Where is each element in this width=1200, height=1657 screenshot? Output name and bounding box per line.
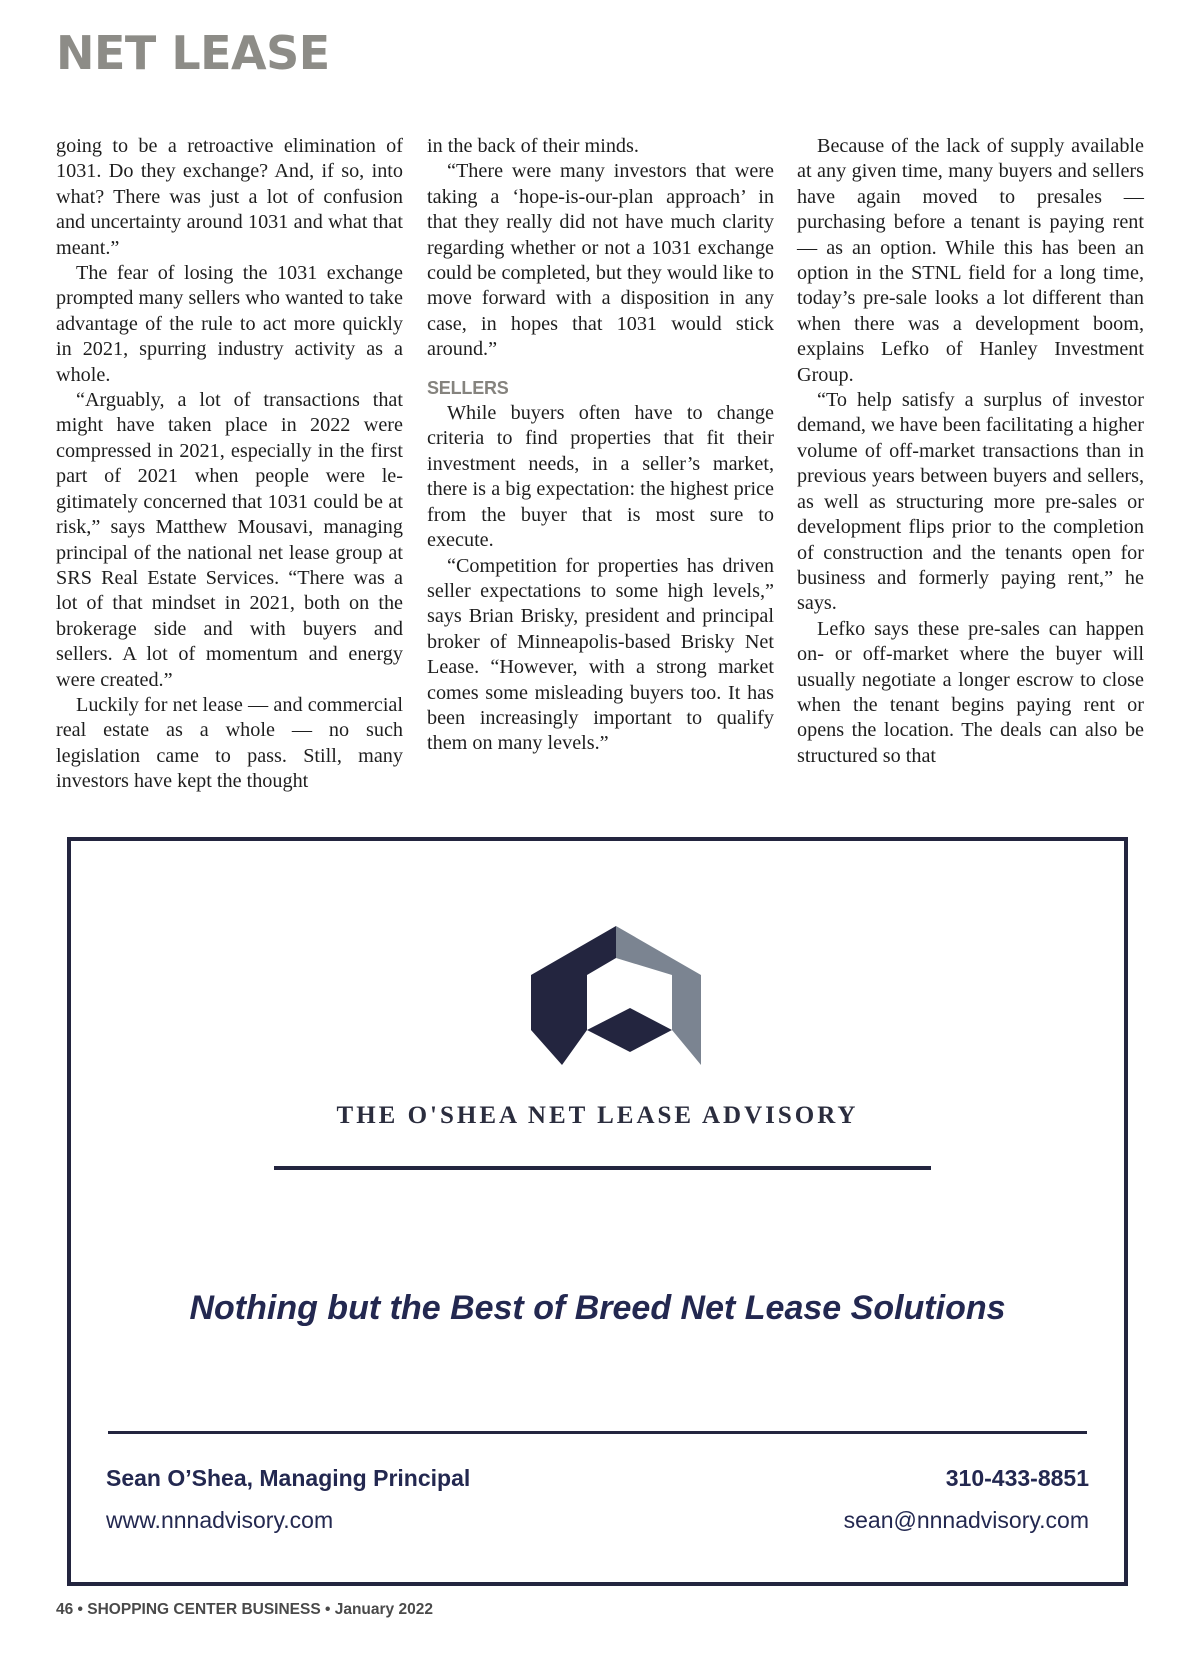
- paragraph: Lefko says these pre-sales can happen on- or off-market where the buyer will usually negotiate a longer escrow to close when the tenant begins paying rent or opens the location. The deals can also be structured so that: [797, 617, 1144, 767]
- paragraph: going to be a retroactive elimination of 1031. Do they exchange? And, if so, into what? There was just a lot of confusion and uncertainty around 1031 and what that meant.”: [56, 135, 403, 259]
- divider: [274, 1166, 931, 1170]
- paragraph: “There were many investors that were taking a ‘hope-is-our-plan approach’ in that they really did not have much clarity regarding whether or not a 1031 exchange could be completed, but they would like to move forward with a disposition in any case, in hopes that 1031 would stick around.”: [427, 160, 774, 361]
- email-link[interactable]: sean@nnnadvisory.com: [843, 1507, 1089, 1533]
- phone-number[interactable]: 310-433-8851: [945, 1465, 1089, 1491]
- article-column-2: [427, 134, 774, 757]
- article-body: [56, 134, 1144, 796]
- paragraph: “Competition for properties has driven seller expectations to some high levels,” says Brian Brisky, president and principal broker of Minneapolis-based Brisky Net Lease. “However, with a strong market comes some misleading buyers too. It has been increasingly important to qualify them on many levels.”: [427, 554, 774, 755]
- ad-tagline: Nothing but the Best of Breed Net Lease Solutions: [189, 1289, 1006, 1327]
- advertiser-brand: THE O'SHEA NET LEASE ADVISORY: [336, 1102, 859, 1129]
- page-footer: 46 • SHOPPING CENTER BUSINESS • January 2022: [56, 1601, 433, 1618]
- article-column-3: [797, 134, 1144, 769]
- section-subhead: SELLERS: [427, 377, 509, 398]
- contact-name: Sean O’Shea, Managing Principal: [106, 1465, 471, 1491]
- advertisement[interactable]: [67, 837, 1128, 1586]
- house-outline-logo-icon: [531, 926, 701, 1066]
- website-link[interactable]: www.nnnadvisory.com: [106, 1507, 334, 1533]
- paragraph: “Arguably, a lot of transactions that might have taken place in 2022 were compressed in 2021, especially in the first part of 2021 when people were legitimately concerned that 1031 could be at risk,” says Matthew Mousavi, managing principal of the national net lease group at SRS Real Estate Services. “There was a lot of that mindset in 2021, both on the brokerage side and with buyers and sellers. A lot of momentum and energy were created.”: [56, 389, 403, 691]
- paragraph: The fear of losing the 1031 exchange prompted many sellers who wanted to take advantage of the rule to act more quickly in 2021, spurring industry activity as a whole.: [56, 262, 403, 386]
- paragraph: in the back of their minds.: [427, 135, 639, 157]
- paragraph: “To help satisfy a surplus of investor demand, we have been facilitating a higher volume of off-market transactions than in previous years between buyers and sellers, as well as structuring more pre-sales or development flips prior to the completion of construction and the tenants open for business and formerly paying rent,” he says.: [797, 389, 1144, 615]
- section-title: NET LEASE: [56, 26, 330, 80]
- article-column-1: [56, 134, 403, 795]
- paragraph: Luckily for net lease — and commercial real estate as a whole — no such legislation came to pass. Still, many investors have kept the thought: [56, 693, 403, 793]
- divider: [108, 1431, 1087, 1434]
- paragraph: While buyers often have to change criteria to find properties that fit their investment needs, in a seller’s market, there is a big expectation: the highest price from the buyer that is most sure to execute.: [427, 402, 774, 552]
- paragraph: Because of the lack of supply available at any given time, many buyers and sellers have again moved to presales — purchasing before a tenant is paying rent — as an option. While this has been an option in the STNL field for a long time, today’s pre-sale looks a lot different than when there was a development boom, explains Lefko of Hanley Investment Group.: [797, 135, 1144, 386]
